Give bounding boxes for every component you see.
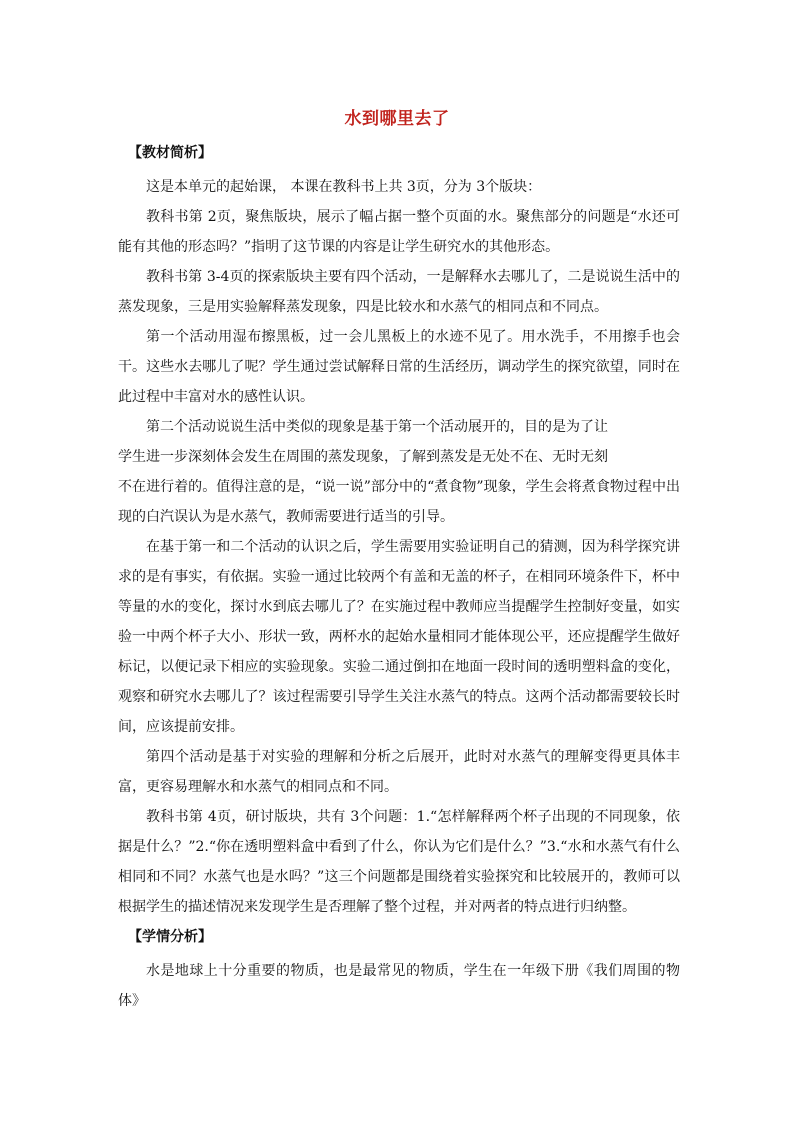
paragraph-3: 教科书第 3-4页的探索版块主要有四个活动，一是解释水去哪儿了，二是说说生活中的蒸发现象，三是用实验解释蒸发现象，四是比较水和水蒸气的相同点和不同点。	[118, 269, 680, 315]
paragraph-2: 教科书第 2页，聚焦版块，展示了幅占据一整个页面的水。聚焦部分的问题是“水还可能有其他的形态吗？”指明了这节课的内容是让学生研究水的其他形态。	[118, 209, 680, 255]
paragraph-9: 水是地球上十分重要的物质，也是最常见的物质，学生在一年级下册《我们周围的物体》	[118, 963, 680, 1009]
section-heading-student-analysis: 【学情分析】	[128, 929, 212, 945]
paragraph-4: 第一个活动用湿布擦黑板，过一会儿黑板上的水迹不见了。用水洗手，不用擦手也会干。这些水去哪儿了呢？学生通过尝试解释日常的生活经历，调动学生的探究欲望，同时在此过程中丰富对水的感性认识。	[118, 329, 680, 405]
paragraph-7: 第四个活动是基于对实验的理解和分析之后展开，此时对水蒸气的理解变得更具体丰富，更容易理解水和水蒸气的相同点和不同。	[118, 749, 680, 795]
document-title: 水到哪里去了	[344, 109, 450, 129]
paragraph-5-rest: 不在进行着的。值得注意的是，“说一说”部分中的“煮食物”现象，学生会将煮食物过程中出现的白汽误认为是水蒸气，教师需要进行适当的引导。	[118, 479, 680, 525]
document-body	[118, 140, 680, 1016]
paragraph-8: 教科书第 4页，研讨版块，共有 3个问题：1.“怎样解释两个杯子出现的不同现象，依据是什么？”2.“你在透明塑料盒中看到了什么，你认为它们是什么？”3.“水和水蒸气有什么相同和不同？水蒸气也是水吗？”这三个问题都是围绕着实验探究和比较展开的，教师可以根据学生的描述情况来发现学生是否理解了整个过程，并对两者的特点进行归纳整。	[118, 809, 680, 915]
paragraph-6: 在基于第一和二个活动的认识之后，学生需要用实验证明自己的猜测，因为科学探究讲求的是有事实，有依据。实验一通过比较两个有盖和无盖的杯子，在相同环境条件下，杯中等量的水的变化，探讨水到底去哪儿了？在实施过程中教师应当提醒学生控制好变量，如实验一中两个杯子大小、形状一致，两杯水的起始水量相同才能体现公平，还应提醒学生做好标记，以便记录下相应的实验现象。实验二通过倒扣在地面一段时间的透明塑料盒的变化，观察和研究水去哪儿了？该过程需要引导学生关注水蒸气的特点。这两个活动都需要较长时间，应该提前安排。	[118, 539, 680, 735]
section-heading-textbook-analysis: 【教材简析】	[128, 145, 212, 161]
paragraph-1: 这是本单元的起始课， 本课在教科书上共 3页，分为 3个版块：	[146, 179, 542, 195]
paragraph-5-line-1: 第二个活动说说生活中类似的现象是基于第一个活动展开的，目的是为了让	[146, 419, 608, 435]
paragraph-5-line-2: 学生进一步深刻体会发生在周围的蒸发现象，了解到蒸发是无处不在、无时无刻	[118, 449, 608, 465]
